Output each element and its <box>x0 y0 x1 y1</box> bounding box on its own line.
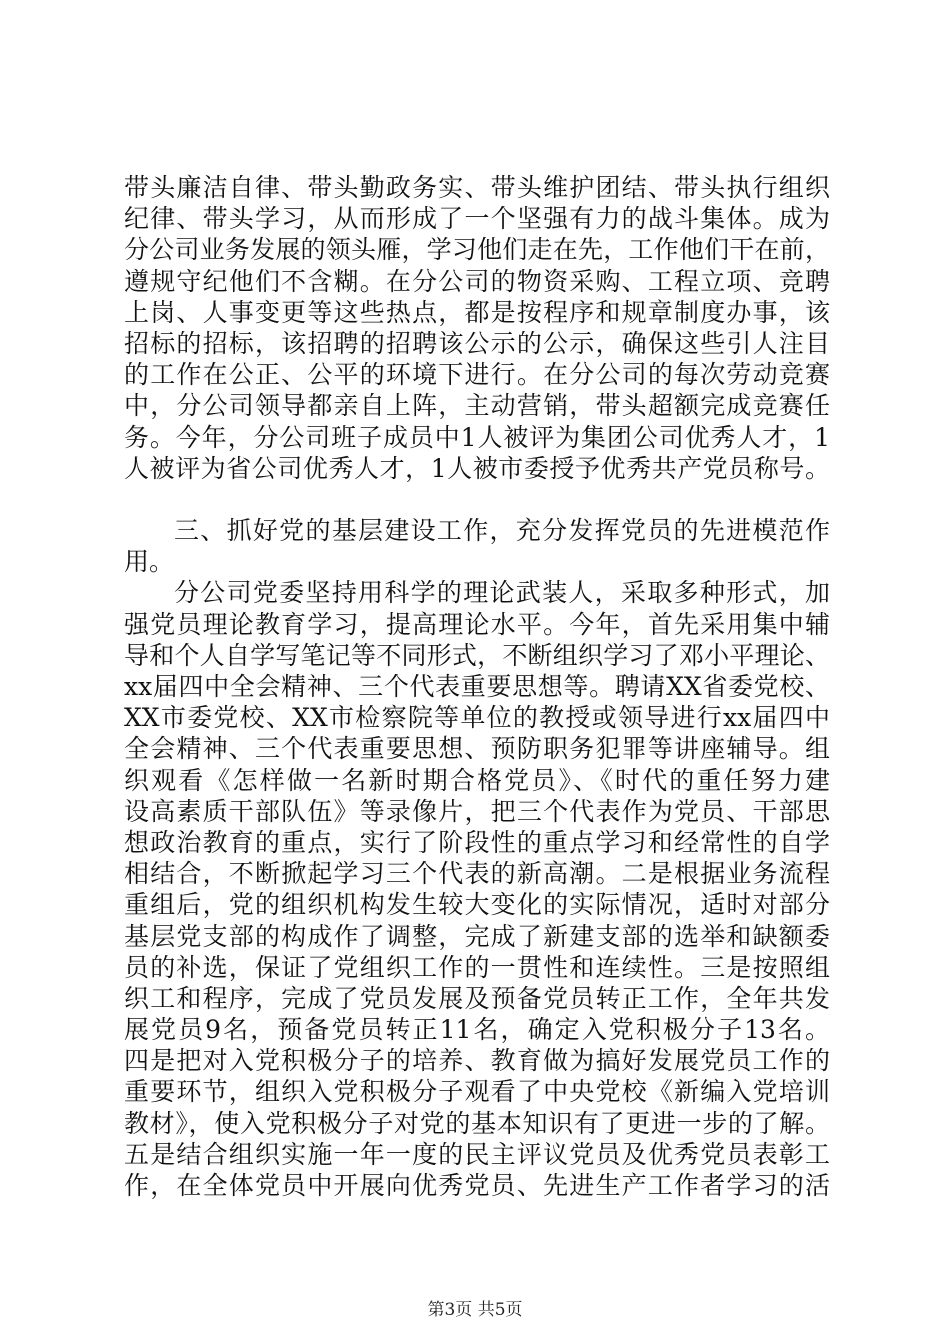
section-heading <box>124 515 830 577</box>
page-number-indicator: 第3页 共5页 <box>427 1300 523 1320</box>
text-line: 展党员9名，预备党员转正11名，确定入党积极分子13名。 <box>124 1015 830 1045</box>
text-line: 强党员理论教育学习，提高理论水平。今年，首先采用集中辅 <box>124 609 830 639</box>
text-line: 五是结合组织实施一年一度的民主评议党员及优秀党员表彰工 <box>124 1139 830 1169</box>
text-line: 织工和程序，完成了党员发展及预备党员转正工作，全年共发 <box>124 983 830 1013</box>
text-line: 带头廉洁自律、带头勤政务实、带头维护团结、带头执行组织 <box>124 173 830 202</box>
paragraph-main <box>124 577 830 1201</box>
text-line: 想政治教育的重点，实行了阶段性的重点学习和经常性的自学 <box>124 827 830 857</box>
text-line: 织观看《怎样做一名新时期合格党员》、《时代的重任努力建 <box>124 765 830 795</box>
page-footer <box>0 1300 950 1320</box>
heading-line: 三、抓好党的基层建设工作，充分发挥党员的先进模范作 <box>174 516 830 546</box>
text-line: xx届四中全会精神、三个代表重要思想等。聘请XX省委党校、 <box>124 672 830 701</box>
text-line: 设高素质干部队伍》等录像片，把三个代表作为党员、干部思 <box>124 796 830 826</box>
text-line: 教材》，使入党积极分子对党的基本知识有了更进一步的了解。 <box>124 1108 830 1138</box>
text-line: 重组后，党的组织机构发生较大变化的实际情况，适时对部分 <box>124 890 830 920</box>
paragraph-continued <box>124 172 830 484</box>
text-line: 务。今年，分公司班子成员中1人被评为集团公司优秀人才，1 <box>124 422 830 452</box>
document-body <box>124 172 830 1201</box>
text-line: 员的补选，保证了党组织工作的一贯性和连续性。三是按照组 <box>124 952 830 982</box>
text-line: 导和个人自学写笔记等不同形式，不断组织学习了邓小平理论、 <box>124 640 830 670</box>
text-line: 基层党支部的构成作了调整，完成了新建支部的选举和缺额委 <box>124 921 830 951</box>
text-line: XX市委党校、XX市检察院等单位的教授或领导进行xx届四中 <box>124 703 830 733</box>
text-line: 相结合，不断掀起学习三个代表的新高潮。二是根据业务流程 <box>124 859 830 889</box>
text-line: 重要环节，组织入党积极分子观看了中央党校《新编入党培训 <box>124 1077 830 1107</box>
text-line: 分公司业务发展的领头雁，学习他们走在先，工作他们干在前， <box>124 235 830 265</box>
heading-line: 用。 <box>124 547 175 577</box>
text-line: 纪律、带头学习，从而形成了一个坚强有力的战斗集体。成为 <box>124 204 830 234</box>
paragraph-gap <box>124 484 830 515</box>
text-line: 人被评为省公司优秀人才，1人被市委授予优秀共产党员称号。 <box>124 453 830 483</box>
text-line: 四是把对入党积极分子的培养、教育做为搞好发展党员工作的 <box>124 1046 830 1076</box>
text-line: 上岗、人事变更等这些热点，都是按程序和规章制度办事，该 <box>124 297 830 327</box>
text-line: 中，分公司领导都亲自上阵，主动营销，带头超额完成竞赛任 <box>124 391 830 421</box>
text-line: 遵规守纪他们不含糊。在分公司的物资采购、工程立项、竞聘 <box>124 266 830 296</box>
text-line: 全会精神、三个代表重要思想、预防职务犯罪等讲座辅导。组 <box>124 734 830 764</box>
text-line: 分公司党委坚持用科学的理论武装人，采取多种形式，加 <box>174 578 830 608</box>
text-line: 招标的招标，该招聘的招聘该公示的公示，确保这些引人注目 <box>124 328 830 358</box>
text-line: 的工作在公正、公平的环境下进行。在分公司的每次劳动竞赛 <box>124 360 830 390</box>
text-line: 作，在全体党员中开展向优秀党员、先进生产工作者学习的活 <box>124 1171 830 1200</box>
